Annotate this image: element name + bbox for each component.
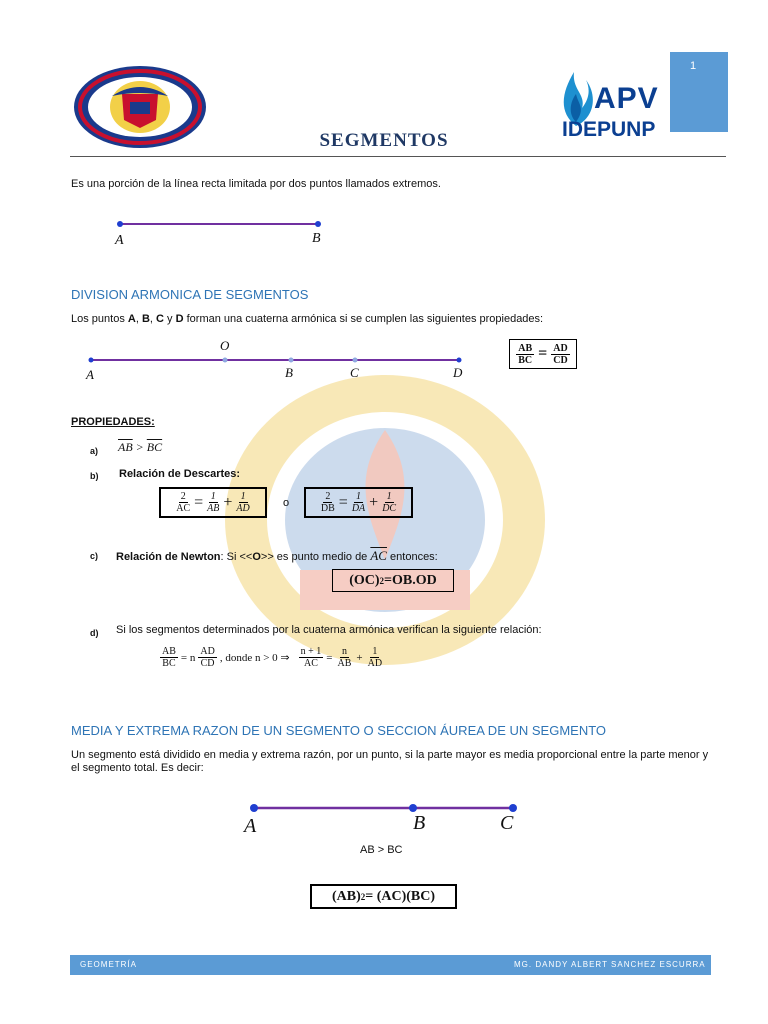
section-heading-media-extrema: MEDIA Y EXTREMA RAZON DE UN SEGMENTO O SECCION ÁUREA DE UN SEGMENTO	[71, 723, 607, 738]
point-label-o: O	[220, 338, 230, 353]
newton-formula: (OC) 2 =OB.OD	[332, 569, 454, 592]
section-heading-armonica: DIVISION ARMONICA DE SEGMENTOS	[71, 287, 309, 302]
golden-formula: (AB) 2 = (AC)(BC)	[310, 884, 457, 909]
point-label-b: B	[285, 365, 293, 380]
ratio-fraction-left: $\frac{AB}{BC}$	[518, 342, 533, 366]
prop-a-marker: a)	[90, 446, 99, 456]
logo-idepunp-text: IDEPUNP	[562, 118, 656, 141]
segment-figure-ab	[110, 215, 340, 255]
ratio-equals: =	[538, 345, 548, 362]
point-label-d: D	[453, 365, 463, 380]
point-label-a: A	[86, 367, 94, 382]
prop-c-text: Relación de Newton: Si <<O>> es punto medio de $\overline{AC}$ entonces:	[116, 548, 438, 563]
prop-b-label: Relación de Descartes:	[119, 468, 241, 480]
harmonic-ratio-box	[509, 339, 577, 369]
armonica-text: Los puntos A, B, C y D forman una cuaterna armónica si se cumplen las siguientes propiedades:	[71, 313, 544, 325]
prop-d-text: Si los segmentos determinados por la cuaterna armónica verifican la siguiente relación:	[116, 624, 542, 636]
descartes-formula-2: $\frac{2}{DB}$ = $\frac{1}{DA}$ + $\frac{1}{DC}$	[304, 487, 413, 518]
golden-relation: AB > BC	[360, 844, 403, 856]
descartes-formula-1: $\frac{2}{AC}$ = $\frac{1}{AB}$ + $\frac{1}{AD}$	[159, 487, 267, 518]
media-extrema-text: Un segmento está dividido en media y extrema razón, por un punto, si la parte mayor es media proporcional entre la parte menor y el segmento total. Es decir:	[71, 749, 709, 774]
harmonic-figure	[85, 338, 475, 388]
prop-d-marker: d)	[90, 628, 99, 638]
descartes-or: o	[283, 497, 290, 509]
logo-apv-text: APV	[594, 82, 659, 115]
properties-heading: PROPIEDADES:	[71, 416, 155, 428]
point-label-b: B	[413, 812, 426, 834]
ratio-fraction-right: $\frac{AD}{CD}$	[553, 342, 568, 366]
golden-section-figure	[240, 798, 530, 843]
page-title: SEGMENTOS	[319, 130, 449, 151]
point-label-a: A	[244, 815, 257, 837]
point-label-b: B	[312, 231, 321, 246]
prop-a-formula: $\overline{AB} > \overline{BC}$	[118, 440, 163, 454]
prop-d-formula: $\frac{AB}{BC}$ = n $\frac{AD}{CD}$ , donde n > 0 ⇒ $\frac{n + 1}{AC}$ = $\frac{n}{AB}$ + $\frac{1}{AD}$	[162, 646, 383, 669]
prop-b-marker: b)	[90, 471, 99, 481]
page-number: 1	[690, 60, 697, 72]
point-label-a: A	[115, 233, 124, 248]
title-divider	[70, 156, 726, 157]
footer-subject: GEOMETRÍA	[80, 960, 138, 969]
point-label-c: C	[350, 365, 359, 380]
intro-text: Es una porción de la línea recta limitada por dos puntos llamados extremos.	[71, 178, 441, 190]
prop-c-marker: c)	[90, 551, 99, 561]
point-label-c: C	[500, 812, 514, 834]
footer-author: MG. DANDY ALBERT SANCHEZ ESCURRA	[514, 960, 706, 969]
